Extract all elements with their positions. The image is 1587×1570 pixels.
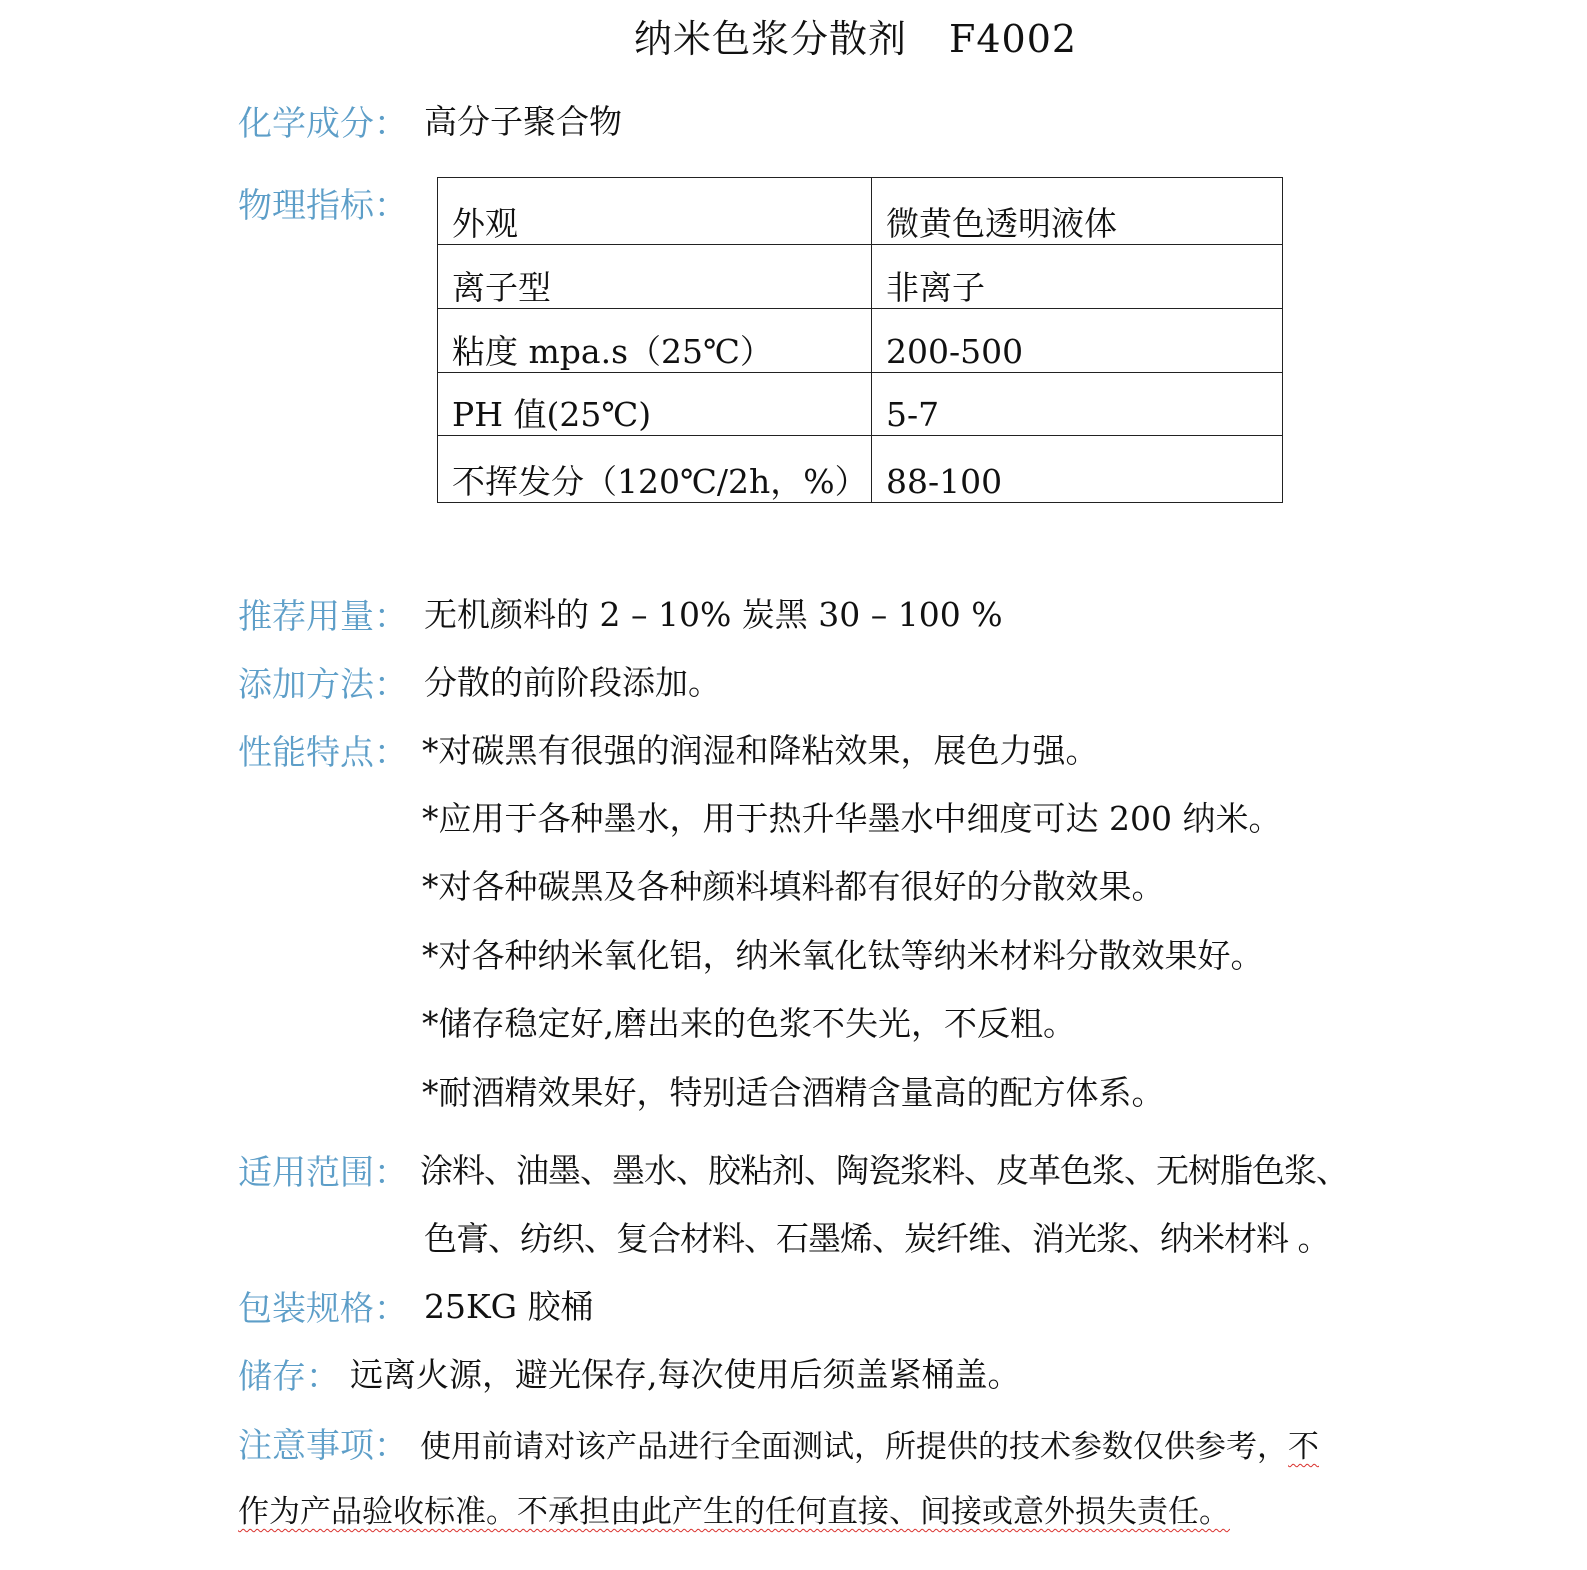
composition-label: 化学成分：	[238, 104, 408, 144]
spec-value: 微黄色透明液体	[872, 178, 1283, 245]
table-row	[438, 373, 1283, 436]
spec-key: 离子型	[438, 245, 872, 309]
notice-text: 使用前请对该产品进行全面测试，所提供的技术参数仅供参考，	[420, 1429, 1288, 1465]
feature-item: *对碳黑有很强的润湿和降粘效果，展色力强。	[422, 731, 1099, 770]
feature-item: *对各种碳黑及各种颜料填料都有很好的分散效果。	[422, 867, 1165, 906]
spec-table	[437, 177, 1283, 503]
table-row	[438, 309, 1283, 373]
dosage-value: 无机颜料的 2 – 10% 炭黑 30 – 100 %	[424, 595, 1003, 634]
table-row	[438, 245, 1283, 309]
packaging-label: 包装规格：	[238, 1289, 408, 1329]
spec-value: 200-500	[872, 309, 1283, 373]
spec-key: 外观	[438, 178, 872, 245]
packaging-value: 25KG 胶桶	[424, 1287, 594, 1326]
storage-value: 远离火源，避光保存,每次使用后须盖紧桶盖。	[350, 1355, 1021, 1394]
spec-value: 非离子	[872, 245, 1283, 309]
scope-line: 涂料、油墨、墨水、胶粘剂、陶瓷浆料、皮革色浆、无树脂色浆、	[420, 1151, 1348, 1190]
notice-line-1	[420, 1421, 1319, 1466]
spec-value: 88-100	[872, 436, 1283, 503]
dosage-label: 推荐用量：	[238, 597, 408, 637]
notice-label: 注意事项：	[238, 1426, 408, 1466]
feature-item: *耐酒精效果好，特别适合酒精含量高的配方体系。	[422, 1073, 1165, 1112]
document-title	[634, 8, 1077, 63]
feature-item: *对各种纳米氧化铝，纳米氧化钛等纳米材料分散效果好。	[422, 936, 1264, 975]
spec-key: PH 值(25℃)	[438, 373, 872, 436]
physical-label: 物理指标：	[238, 186, 408, 226]
table-row	[438, 436, 1283, 503]
scope-label: 适用范围：	[238, 1153, 408, 1193]
method-value: 分散的前阶段添加。	[424, 663, 721, 702]
features-label: 性能特点：	[238, 733, 408, 773]
method-label: 添加方法：	[238, 665, 408, 705]
spec-key: 不挥发分（120℃/2h，%）	[438, 436, 872, 503]
notice-text-tail: 不	[1288, 1429, 1319, 1465]
composition-value: 高分子聚合物	[424, 102, 622, 141]
table-row	[438, 178, 1283, 245]
spec-key: 粘度 mpa.s（25℃）	[438, 309, 872, 373]
scope-line: 色膏、纺织、复合材料、石墨烯、炭纤维、消光浆、纳米材料 。	[424, 1219, 1330, 1258]
spec-value: 5-7	[872, 373, 1283, 436]
product-name: 纳米色浆分散剂	[634, 17, 908, 61]
feature-item: *储存稳定好,磨出来的色浆不失光，不反粗。	[422, 1004, 1076, 1043]
notice-line-2: 作为产品验收标准。不承担由此产生的任何直接、间接或意外损失责任。	[238, 1494, 1230, 1530]
storage-label: 储存：	[238, 1357, 340, 1397]
product-code: F4002	[949, 17, 1078, 61]
feature-item: *应用于各种墨水，用于热升华墨水中细度可达 200 纳米。	[422, 799, 1282, 838]
